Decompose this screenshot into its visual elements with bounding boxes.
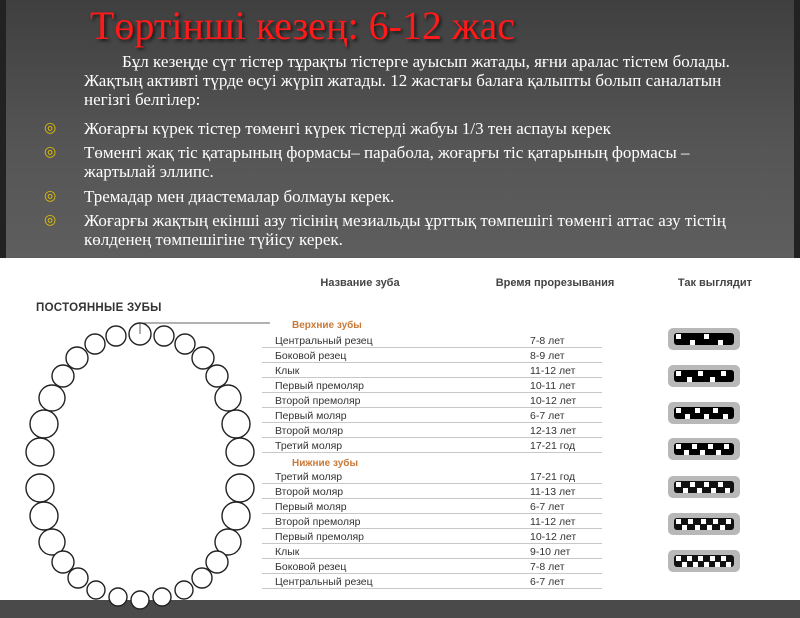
tooth-name: Первый премоляр	[275, 531, 364, 543]
header-eruption-time: Время прорезывания	[495, 277, 615, 289]
eruption-time: 10-12 лет	[530, 531, 577, 543]
eruption-time: 6-7 лет	[530, 501, 565, 513]
eruption-time: 8-9 лет	[530, 350, 565, 362]
permanent-teeth-label: ПОСТОЯННЫЕ ЗУБЫ	[36, 302, 162, 314]
tooth-name: Второй моляр	[275, 425, 344, 437]
tooth-icon	[724, 444, 729, 449]
tooth-icon	[698, 371, 703, 376]
tooth-icon	[715, 562, 720, 567]
tooth-name: Второй премоляр	[275, 395, 361, 407]
header-tooth-name: Название зуба	[320, 277, 400, 289]
tooth-icon	[711, 488, 716, 493]
tooth-name: Центральный резец	[275, 576, 373, 588]
tooth-icon	[687, 377, 692, 382]
tooth-icon	[688, 519, 693, 524]
bullet-text: Төменгі жақ тіс қатарының формасы– парабола, жоғарғы тіс қатарының формасы – жартылай эллипс.	[84, 143, 690, 181]
header-appearance: Так выглядит	[677, 277, 753, 289]
tooth-name: Центральный резец	[275, 335, 373, 347]
eruption-time: 7-8 лет	[530, 561, 565, 573]
bullet-item	[44, 143, 744, 181]
tooth-icon	[708, 444, 713, 449]
eruption-time: 9-10 лет	[530, 546, 571, 558]
eruption-time: 11-13 лет	[530, 486, 576, 498]
mouth-appearance-image	[668, 476, 740, 498]
tooth-icon	[713, 519, 718, 524]
eruption-time: 17-21 год	[530, 440, 576, 452]
tooth-name: Третий моляр	[275, 440, 343, 452]
bullet-marker-icon: ◎	[44, 145, 57, 160]
tooth-icon	[676, 556, 681, 561]
tooth-icon	[685, 414, 690, 419]
tooth-icon	[676, 482, 681, 487]
mouth-appearance-image	[668, 550, 740, 572]
tooth-icon	[704, 562, 709, 567]
eruption-time: 17-21 год	[530, 471, 576, 483]
tooth-icon	[695, 408, 700, 413]
mouth-appearance-image	[668, 402, 740, 424]
bullet-text: Жоғарғы күрек тістер төменгі күрек тістерді жабуы 1/3 тен аспауы керек	[84, 119, 611, 138]
tooth-icon	[695, 525, 700, 530]
mouth-appearance-image	[668, 438, 740, 460]
tooth-icon	[692, 444, 697, 449]
mouth-appearance-image	[668, 365, 740, 387]
tooth-icon	[723, 414, 728, 419]
intro-paragraph: Бұл кезеңде сүт тістер тұрақты тістерге ауысып жатады, яғни аралас тістем болады. Жақтың активті түрде өсуі жүріп жатады. 12 жастағы балаға қалыпты болып саналатын негізгі белгілер:	[84, 52, 730, 109]
tooth-name: Клык	[275, 546, 300, 558]
upper-arch-teeth	[26, 323, 254, 466]
tooth-icon	[718, 482, 723, 487]
lower-teeth-label: Нижние зубы	[292, 458, 358, 469]
mouth-appearance-image	[668, 328, 740, 350]
bullet-item	[44, 187, 744, 206]
tooth-name: Первый премоляр	[275, 380, 364, 392]
tooth-name: Первый моляр	[275, 410, 347, 422]
eruption-time: 11-12 лет	[530, 365, 576, 377]
dental-arch-diagram	[10, 318, 270, 618]
teeth-eruption-figure	[0, 258, 800, 600]
eruption-time: 10-11 лет	[530, 380, 576, 392]
tooth-icon	[697, 488, 702, 493]
eruption-time: 6-7 лет	[530, 410, 565, 422]
eruption-time: 6-7 лет	[530, 576, 565, 588]
eruption-time: 12-13 лет	[530, 425, 577, 437]
upper-teeth-label: Верхние зубы	[292, 320, 362, 331]
tooth-name: Клык	[275, 365, 300, 377]
tooth-icon	[726, 562, 731, 567]
tooth-icon	[710, 377, 715, 382]
tooth-icon	[721, 371, 726, 376]
tooth-name: Боковой резец	[275, 350, 347, 362]
tooth-icon	[704, 414, 709, 419]
tooth-icon	[676, 519, 681, 524]
tooth-name: Второй моляр	[275, 486, 344, 498]
tooth-name: Боковой резец	[275, 561, 347, 573]
tooth-icon	[676, 444, 681, 449]
tooth-icon	[725, 488, 730, 493]
tooth-icon	[693, 562, 698, 567]
tooth-icon	[698, 556, 703, 561]
tooth-icon	[704, 482, 709, 487]
tooth-icon	[683, 488, 688, 493]
bullet-marker-icon: ◎	[44, 189, 57, 204]
tooth-icon	[716, 450, 721, 455]
tooth-icon	[684, 450, 689, 455]
bullet-marker-icon: ◎	[44, 213, 57, 228]
tooth-icon	[721, 556, 726, 561]
mouth-appearance-image	[668, 513, 740, 535]
bullet-item	[44, 119, 744, 138]
tooth-icon	[687, 556, 692, 561]
bullet-marker-icon: ◎	[44, 121, 57, 136]
tooth-icon	[701, 519, 706, 524]
tooth-icon	[704, 334, 709, 339]
bullet-text: Жоғарғы жақтың екінші азу тісінің мезиальды ұрттық төмпешігі төменгі аттас азу тістің көлденең төмпешігіне түйісу керек.	[84, 211, 726, 249]
tooth-icon	[676, 408, 681, 413]
tooth-name: Первый моляр	[275, 501, 347, 513]
tooth-icon	[710, 556, 715, 561]
eruption-time: 10-12 лет	[530, 395, 577, 407]
tooth-icon	[682, 562, 687, 567]
tooth-icon	[726, 519, 731, 524]
tooth-icon	[720, 525, 725, 530]
tooth-icon	[707, 525, 712, 530]
eruption-time: 7-8 лет	[530, 335, 565, 347]
slide-title: Төртінші кезең: 6-12 жас	[90, 3, 516, 48]
bullet-item	[44, 211, 744, 249]
tooth-name: Второй премоляр	[275, 516, 361, 528]
eruption-time: 11-12 лет	[530, 516, 576, 528]
tooth-icon	[700, 450, 705, 455]
tooth-icon	[676, 334, 681, 339]
tooth-name: Третий моляр	[275, 471, 343, 483]
tooth-icon	[690, 482, 695, 487]
tooth-icon	[682, 525, 687, 530]
tooth-icon	[676, 371, 681, 376]
lower-arch-teeth	[26, 474, 254, 609]
tooth-icon	[718, 340, 723, 345]
tooth-icon	[690, 340, 695, 345]
tooth-icon	[713, 408, 718, 413]
bullet-text: Тремадар мен диастемалар болмауы керек.	[84, 187, 395, 206]
